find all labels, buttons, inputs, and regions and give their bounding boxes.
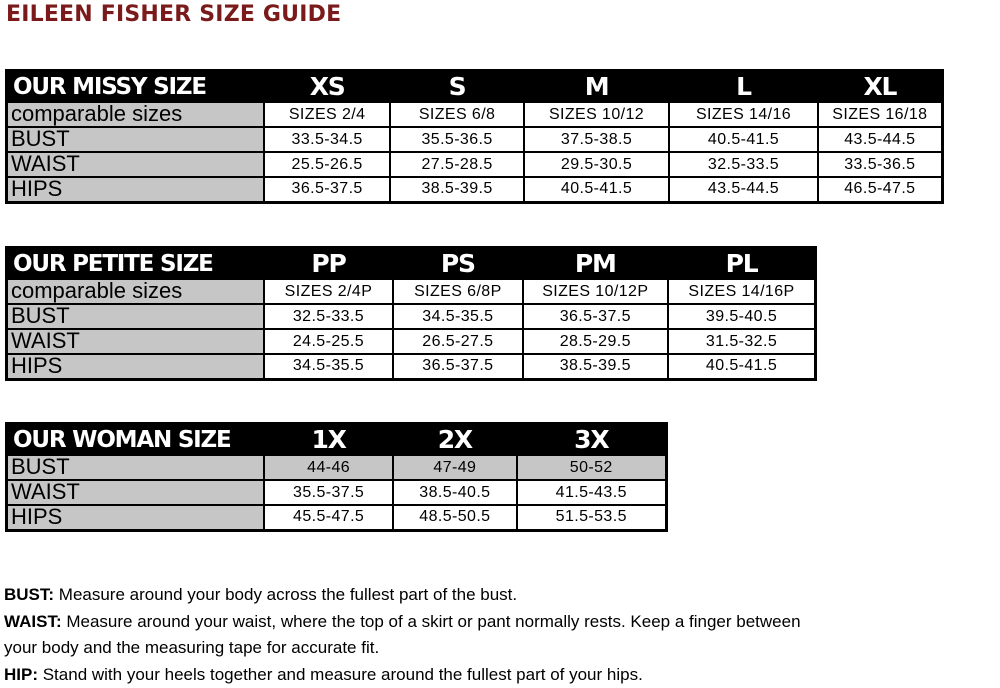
table-cell: 35.5-36.5 (390, 127, 523, 152)
row-label-waist: WAIST (7, 152, 264, 177)
table-row (7, 505, 667, 530)
table-cell: SIZES 10/12 (524, 102, 669, 127)
table-header-row (7, 424, 667, 456)
hip-note (4, 662, 1000, 688)
missy-size-table (5, 69, 944, 204)
table-row (7, 177, 943, 202)
table-cell: 36.5-37.5 (393, 354, 522, 379)
table-cell: 38.5-39.5 (390, 177, 523, 202)
row-label-comparable: comparable sizes (7, 279, 264, 304)
table-cell: 36.5-37.5 (523, 304, 668, 329)
petite-size-header: OUR PETITE SIZE (7, 248, 264, 280)
table-row (7, 152, 943, 177)
table-cell: 25.5-26.5 (264, 152, 390, 177)
waist-term: WAIST: (4, 611, 62, 631)
table-cell: 32.5-33.5 (264, 304, 393, 329)
table-cell: 45.5-47.5 (264, 505, 393, 530)
page-title: EILEEN FISHER SIZE GUIDE (6, 2, 342, 27)
table-cell: 34.5-35.5 (264, 354, 393, 379)
waist-note-continued (4, 635, 1000, 662)
bust-text: Measure around your body across the fullest part of the bust. (54, 585, 518, 604)
table-cell: 47-49 (393, 455, 516, 480)
table-cell: 33.5-36.5 (818, 152, 943, 177)
table-cell: 24.5-25.5 (264, 329, 393, 354)
woman-size-header: OUR WOMAN SIZE (7, 424, 265, 456)
table-cell: SIZES 14/16 (669, 102, 817, 127)
size-2x-header: 2X (393, 424, 516, 456)
size-xs-header: XS (264, 71, 390, 103)
table-cell: 34.5-35.5 (393, 304, 522, 329)
table-cell: 35.5-37.5 (264, 480, 393, 505)
table-cell: 31.5-32.5 (668, 329, 815, 354)
table-cell: 38.5-39.5 (523, 354, 668, 379)
table-cell: 40.5-41.5 (669, 127, 817, 152)
woman-size-table (5, 422, 668, 532)
row-label-waist: WAIST (7, 329, 264, 354)
row-label-bust: BUST (7, 455, 265, 480)
table-row (7, 279, 816, 304)
petite-size-table (5, 246, 817, 381)
table-row (7, 127, 943, 152)
table-cell: 44-46 (264, 455, 393, 480)
table-cell: 43.5-44.5 (669, 177, 817, 202)
table-row (7, 455, 667, 480)
table-cell: 40.5-41.5 (524, 177, 669, 202)
table-cell: 37.5-38.5 (524, 127, 669, 152)
size-1x-header: 1X (264, 424, 393, 456)
table-cell: SIZES 2/4P (264, 279, 393, 304)
row-label-bust: BUST (7, 127, 264, 152)
measurement-notes (4, 582, 1000, 688)
table-row (7, 354, 816, 379)
table-row (7, 102, 943, 127)
table-header-row (7, 71, 943, 103)
table-cell: 28.5-29.5 (523, 329, 668, 354)
size-pl-header: PL (668, 248, 815, 280)
table-row (7, 304, 816, 329)
row-label-hips: HIPS (7, 354, 264, 379)
table-cell: 40.5-41.5 (668, 354, 815, 379)
size-l-header: L (669, 71, 817, 103)
table-cell: 32.5-33.5 (669, 152, 817, 177)
waist-note (4, 609, 1000, 636)
size-m-header: M (524, 71, 669, 103)
table-cell: 41.5-43.5 (517, 480, 667, 505)
table-cell: SIZES 2/4 (264, 102, 390, 127)
hip-term: HIP: (4, 664, 38, 684)
row-label-comparable: comparable sizes (7, 102, 264, 127)
size-pp-header: PP (264, 248, 393, 280)
table-cell: 39.5-40.5 (668, 304, 815, 329)
table-cell: 51.5-53.5 (517, 505, 667, 530)
table-cell: 48.5-50.5 (393, 505, 516, 530)
row-label-hips: HIPS (7, 505, 265, 530)
table-cell: 26.5-27.5 (393, 329, 522, 354)
waist-text-2: your body and the measuring tape for accurate fit. (4, 638, 380, 657)
hip-text: Stand with your heels together and measure around the fullest part of your hips. (38, 664, 643, 684)
table-cell: 36.5-37.5 (264, 177, 390, 202)
waist-text-1: Measure around your waist, where the top of a skirt or pant normally rests. Keep a finger between (61, 611, 801, 631)
table-cell: 50-52 (517, 455, 667, 480)
row-label-waist: WAIST (7, 480, 265, 505)
table-cell: SIZES 16/18 (818, 102, 943, 127)
size-xl-header: XL (818, 71, 943, 103)
table-cell: 38.5-40.5 (393, 480, 516, 505)
table-cell: SIZES 6/8 (390, 102, 523, 127)
size-pm-header: PM (523, 248, 668, 280)
missy-size-header: OUR MISSY SIZE (7, 71, 264, 103)
row-label-hips: HIPS (7, 177, 264, 202)
table-cell: 33.5-34.5 (264, 127, 390, 152)
row-label-bust: BUST (7, 304, 264, 329)
table-row (7, 480, 667, 505)
table-cell: 29.5-30.5 (524, 152, 669, 177)
size-s-header: S (390, 71, 523, 103)
size-3x-header: 3X (517, 424, 667, 456)
table-row (7, 329, 816, 354)
table-cell: SIZES 14/16P (668, 279, 815, 304)
size-ps-header: PS (393, 248, 522, 280)
table-cell: SIZES 10/12P (523, 279, 668, 304)
bust-term: BUST: (4, 585, 55, 604)
table-cell: 27.5-28.5 (390, 152, 523, 177)
table-cell: 46.5-47.5 (818, 177, 943, 202)
table-cell: SIZES 6/8P (393, 279, 522, 304)
table-cell: 43.5-44.5 (818, 127, 943, 152)
table-header-row (7, 248, 816, 280)
bust-note (4, 582, 1000, 609)
